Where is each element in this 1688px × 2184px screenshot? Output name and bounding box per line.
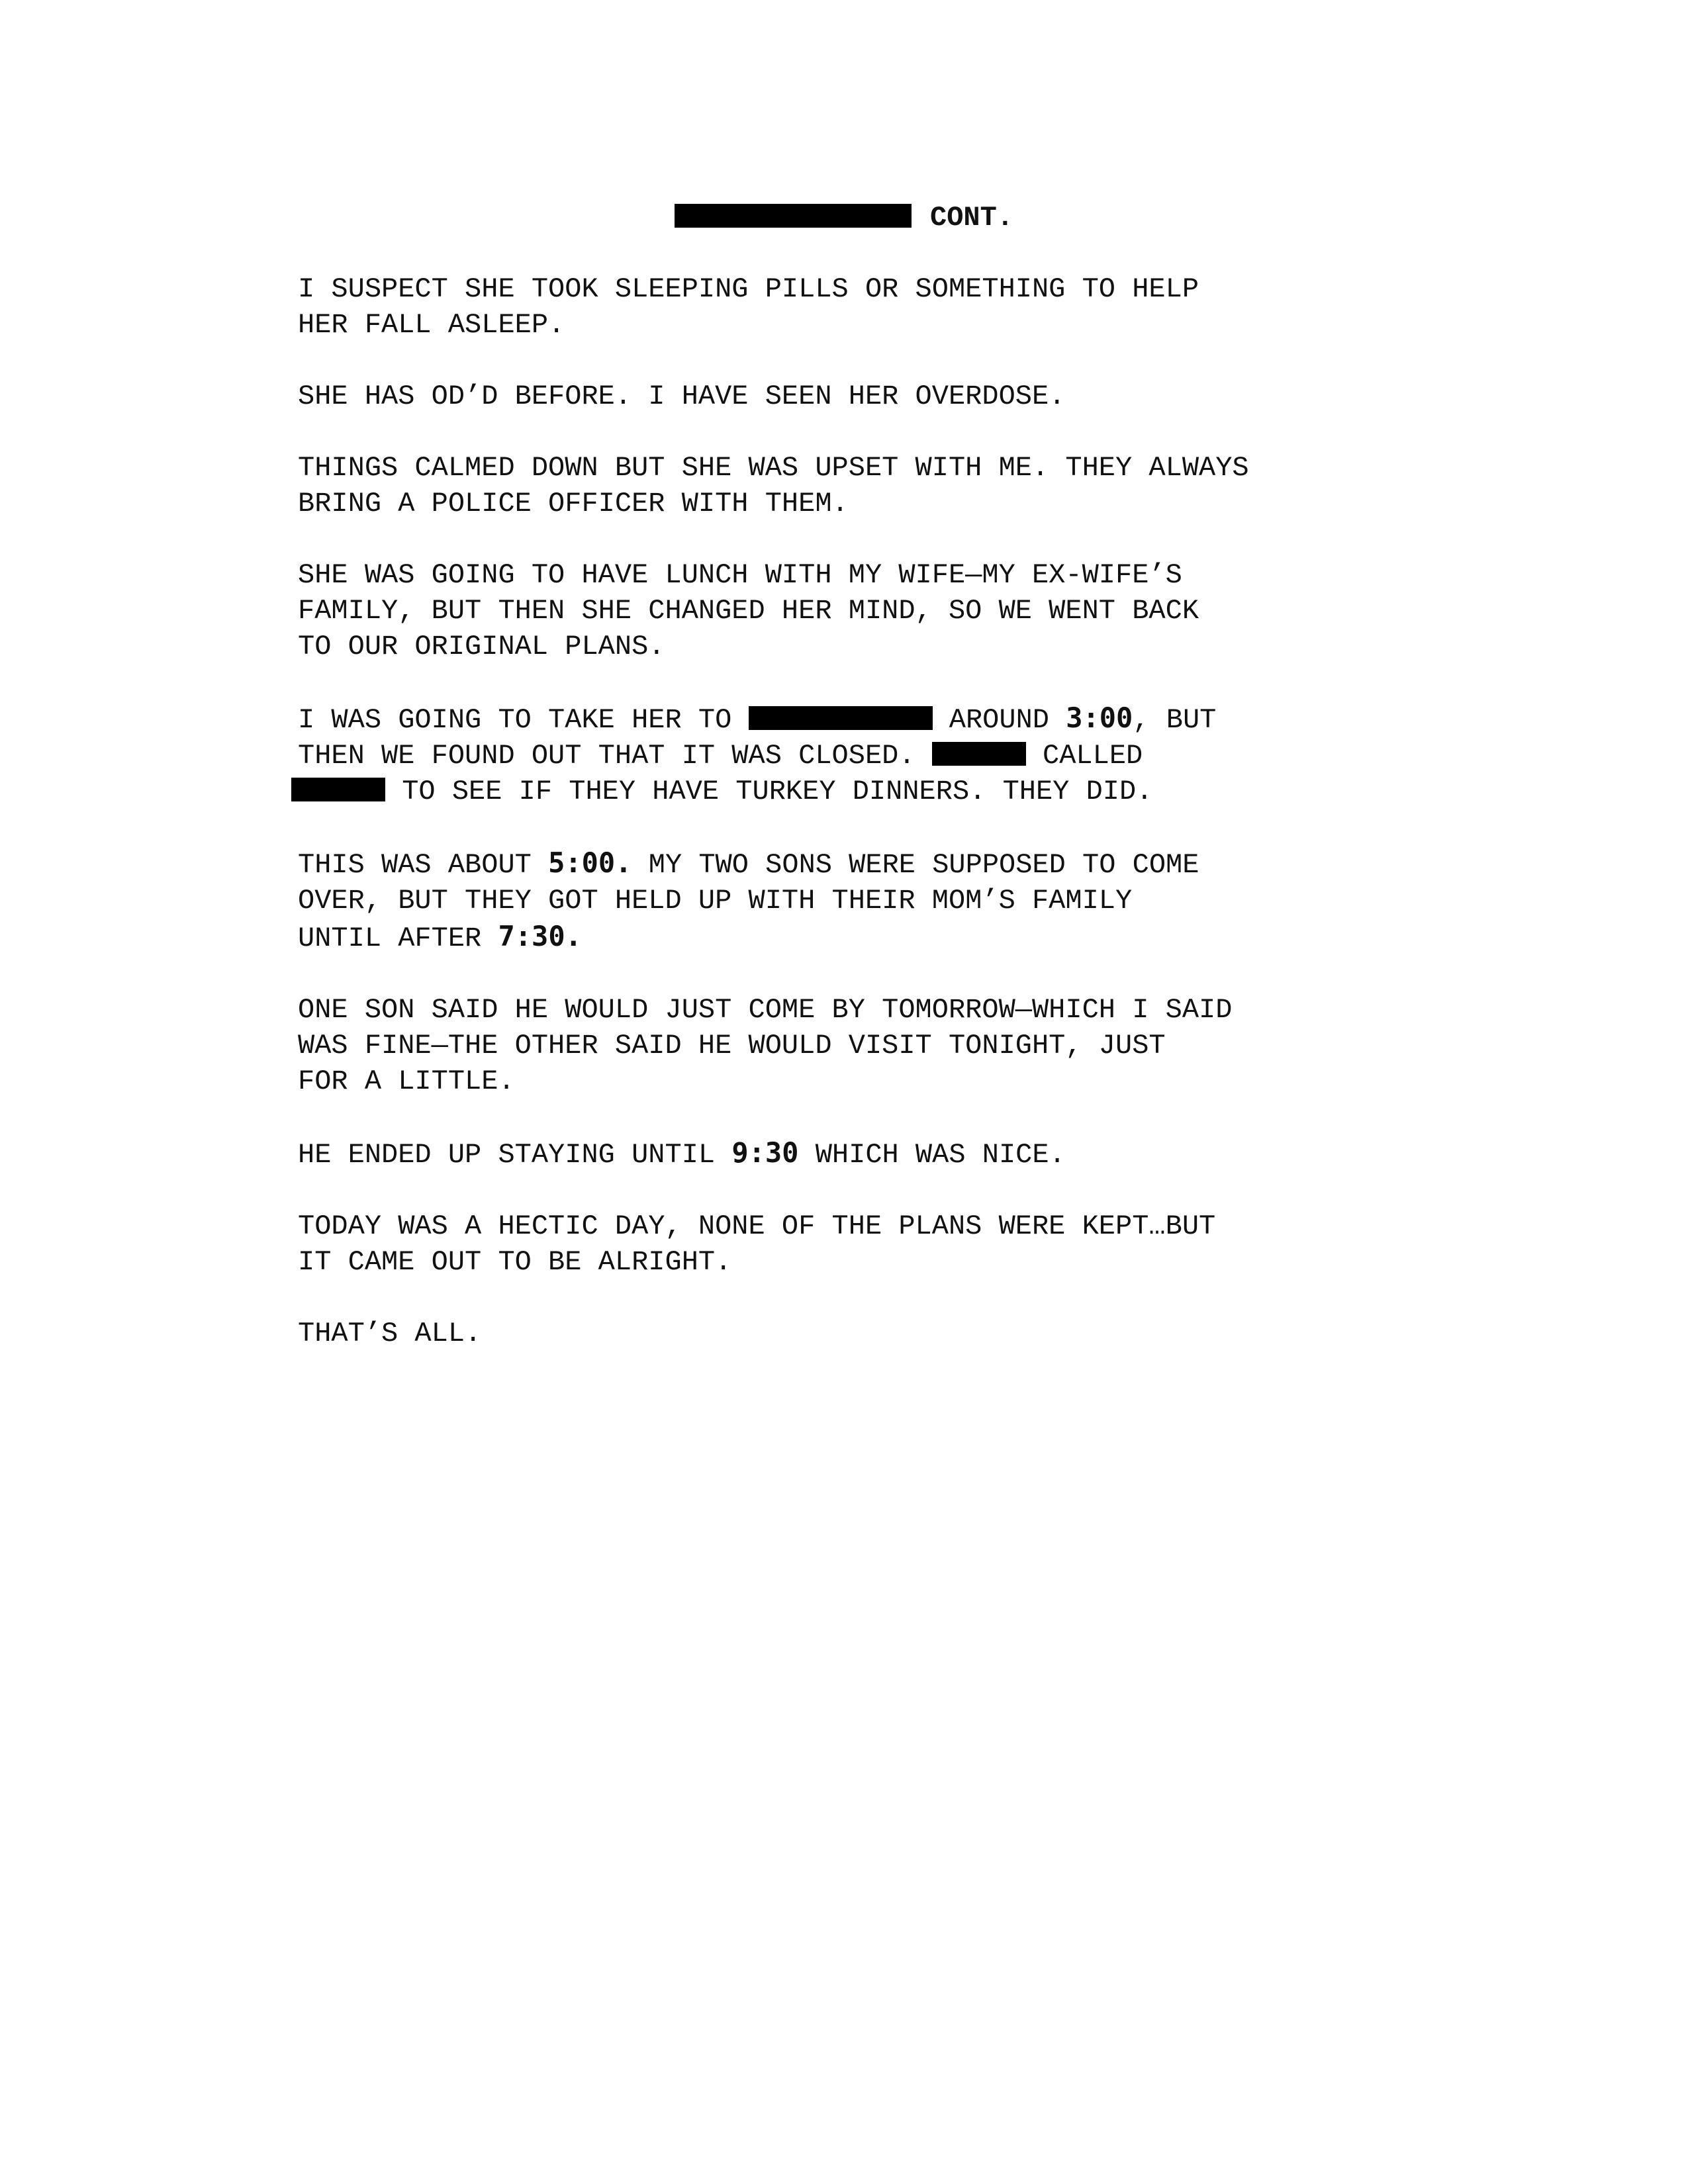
text-line: TODAY WAS A HECTIC DAY, NONE OF THE PLANS WERE KEPT…BUT (298, 1210, 1216, 1242)
text-segment: TO SEE IF THEY HAVE TURKEY DINNERS. THEY DID. (402, 776, 1153, 807)
header-label: CONT. (929, 202, 1014, 234)
paragraph (298, 992, 1423, 1099)
text-line (298, 700, 1423, 738)
text-segment: HE ENDED UP STAYING UNTIL (298, 1139, 716, 1171)
text-segment: , BUT (1133, 704, 1217, 736)
text-segment: UNTIL AFTER (298, 923, 482, 954)
text-line: WAS FINE—THE OTHER SAID HE WOULD VISIT TONIGHT, JUST (298, 1030, 1166, 1062)
text-line: THINGS CALMED DOWN BUT SHE WAS UPSET WITH ME. THEY ALWAYS (298, 452, 1249, 484)
text-segment: CALLED (1043, 740, 1143, 772)
paragraph (298, 1316, 1423, 1351)
statement-body (298, 271, 1423, 1387)
redaction-bar (749, 706, 933, 730)
paragraph (298, 1208, 1423, 1280)
paragraph (298, 1135, 1423, 1173)
time-value: 5:00. (548, 846, 632, 879)
paragraph (298, 450, 1423, 522)
text-segment: I WAS GOING TO TAKE HER TO (298, 704, 732, 736)
text-line: ONE SON SAID HE WOULD JUST COME BY TOMORROW—WHICH I SAID (298, 994, 1233, 1026)
time-value: 7:30. (498, 920, 582, 952)
time-value: 9:30 (731, 1136, 799, 1169)
text-line (298, 919, 1423, 956)
redaction-bar (291, 778, 385, 801)
page-header (0, 200, 1688, 236)
paragraph (298, 271, 1423, 343)
paragraph (298, 557, 1423, 664)
text-segment: THEN WE FOUND OUT THAT IT WAS CLOSED. (298, 740, 915, 772)
redaction-bar (932, 742, 1026, 766)
text-segment: AROUND (949, 704, 1049, 736)
text-line: HER FALL ASLEEP. (298, 309, 565, 341)
text-line (298, 738, 1423, 774)
paragraph (298, 845, 1423, 956)
text-line (298, 1135, 1423, 1173)
text-line: OVER, BUT THEY GOT HELD UP WITH THEIR MOM’S FAMILY (298, 885, 1133, 917)
text-line (340, 774, 1423, 809)
paragraph (298, 700, 1423, 809)
text-segment: MY TWO SONS WERE SUPPOSED TO COME (648, 849, 1199, 881)
text-line: FAMILY, BUT THEN SHE CHANGED HER MIND, SO WE WENT BACK (298, 595, 1199, 627)
text-line: BRING A POLICE OFFICER WITH THEM. (298, 488, 849, 520)
text-segment: THIS WAS ABOUT (298, 849, 532, 881)
text-line: THAT’S ALL. (298, 1318, 482, 1349)
text-line: IT CAME OUT TO BE ALRIGHT. (298, 1246, 732, 1278)
text-line: FOR A LITTLE. (298, 1066, 515, 1097)
time-value: 3:00 (1066, 702, 1133, 734)
text-segment: WHICH WAS NICE. (815, 1139, 1066, 1171)
paragraph (298, 379, 1423, 414)
text-line: SHE WAS GOING TO HAVE LUNCH WITH MY WIFE—MY EX-WIFE’S (298, 559, 1182, 591)
text-line (298, 845, 1423, 883)
redaction-bar (675, 204, 912, 228)
text-line: I SUSPECT SHE TOOK SLEEPING PILLS OR SOMETHING TO HELP (298, 273, 1199, 305)
text-line: SHE HAS OD’D BEFORE. I HAVE SEEN HER OVERDOSE. (298, 381, 1066, 412)
text-line: TO OUR ORIGINAL PLANS. (298, 631, 665, 662)
